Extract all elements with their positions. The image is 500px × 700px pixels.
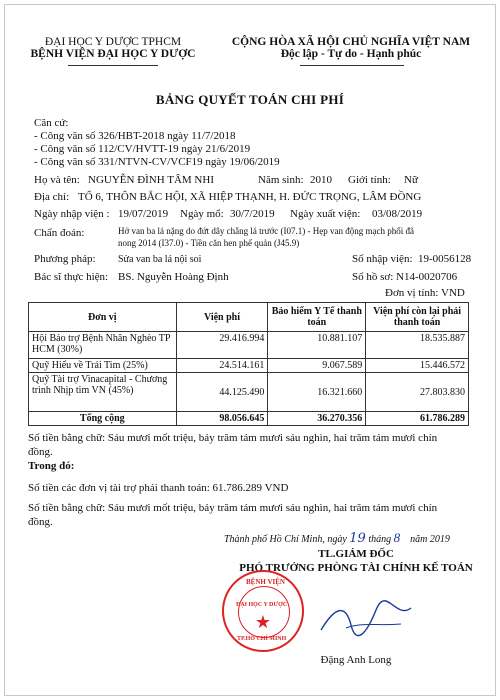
admit-date-label: Ngày nhập viện : <box>34 208 110 220</box>
table-row <box>29 359 469 373</box>
stamp-text-top: BỆNH VIỆN <box>246 578 285 586</box>
birth-label: Năm sinh: <box>258 174 304 186</box>
org-header <box>28 36 198 60</box>
signer-role-2: PHÓ TRƯỞNG PHÒNG TÀI CHÍNH KẾ TOÁN <box>239 562 473 574</box>
nation-header <box>216 36 486 60</box>
discharge-date-value: 03/08/2019 <box>372 208 423 220</box>
org-line-1: ĐẠI HỌC Y DƯỢC TPHCM <box>44 36 182 48</box>
total-cell: 36.270.356 <box>268 412 366 426</box>
signer-role-1: TL.GIÁM ĐỐC <box>318 548 394 560</box>
table-cell: Quỹ Hiểu về Trái Tim (25%) <box>29 359 177 373</box>
surgery-date-value: 30/7/2019 <box>230 208 275 220</box>
table-cell: 15.446.572 <box>366 359 469 373</box>
address-label: Địa chỉ: <box>34 191 70 203</box>
table-cell: 10.881.107 <box>268 332 366 359</box>
diagnosis-line: nong 2014 (I37.0) - Tiền căn hen phế quản (J45.9) <box>118 238 300 248</box>
admission-no-value: 19-0056128 <box>418 253 472 265</box>
table-total-row <box>29 412 469 426</box>
column-header: Đơn vị <box>29 303 177 332</box>
basis-item: - Công văn số 112/CV/HVTT-19 ngày 21/6/2019 <box>34 143 251 155</box>
record-no-value: N14-0020706 <box>396 271 458 283</box>
sign-year-label: năm <box>410 534 428 545</box>
basis-item: - Công văn số 331/NTVN-CV/VCF19 ngày 19/06/2019 <box>34 156 280 168</box>
discharge-date-label: Ngày xuất viện: <box>290 208 361 220</box>
column-header: Bảo hiểm Y Tế thanh toán <box>268 303 366 332</box>
table-row <box>29 373 469 412</box>
table-cell: 44.125.490 <box>176 373 268 412</box>
record-no-label: Số hồ sơ: <box>352 271 394 283</box>
sign-month-label: tháng <box>368 534 392 545</box>
amount-in-words: Số tiền bằng chữ: Sáu mươi mốt triệu, bảy trăm tám mươi sáu nghìn, hai trăm tám mươi chín <box>28 432 438 444</box>
table-cell: Quỹ Tài trợ Vinacapital - Chương trình Nhịp tim VN (45%) <box>29 373 177 412</box>
place-date <box>224 530 450 546</box>
sign-year: 2019 <box>429 534 450 545</box>
address-value: TỔ 6, THÔN BẮC HỘI, XÃ HIỆP THẠNH, H. ĐỨC TRỌNG, LÂM ĐỒNG <box>78 191 422 203</box>
sponsor-pay-amount: Số tiền các đơn vị tài trợ phải thanh toán: 61.786.289 VND <box>28 482 289 494</box>
basis-label: Căn cứ: <box>34 117 69 129</box>
sex-label: Giới tính: <box>348 174 391 186</box>
sex-value: Nữ <box>404 174 418 186</box>
method-label: Phương pháp: <box>34 253 96 265</box>
table-cell: 29.416.994 <box>176 332 268 359</box>
column-header: Viện phí còn lại phải thanh toán <box>366 303 469 332</box>
diagnosis-label: Chẩn đoán: <box>34 227 85 239</box>
official-stamp <box>222 570 304 652</box>
admission-no-label: Số nhập viện: <box>352 253 413 265</box>
diagnosis-line: Hở van ba lá nặng do đứt dây chằng lá trước (I07.1) - Hẹp van động mạch phổi đã <box>118 226 414 236</box>
table-cell: 18.535.887 <box>366 332 469 359</box>
nation-underline <box>300 65 404 66</box>
document-title: BẢNG QUYẾT TOÁN CHI PHÍ <box>155 92 345 107</box>
cost-table <box>28 302 469 426</box>
table-cell: 16.321.660 <box>268 373 366 412</box>
org-underline <box>68 65 158 66</box>
in-which-label: Trong đó: <box>28 460 75 472</box>
sign-day: 19 <box>349 531 366 546</box>
amount-in-words-cont: đồng. <box>28 446 53 458</box>
table-cell: 27.803.830 <box>366 373 469 412</box>
amount-in-words-cont: đồng. <box>28 516 53 528</box>
total-label: Tổng cộng <box>29 412 177 426</box>
table-cell: 24.514.161 <box>176 359 268 373</box>
nation-line-1: CỘNG HÒA XÃ HỘI CHỦ NGHĨA VIỆT NAM <box>231 36 471 48</box>
method-value: Sửa van ba lá nội soi <box>118 254 202 265</box>
name-label: Họ và tên: <box>34 174 80 186</box>
unit-label: Đơn vị tính: VND <box>385 287 465 299</box>
admit-date-value: 19/07/2019 <box>118 208 169 220</box>
amount-in-words: Số tiền bằng chữ: Sáu mươi mốt triệu, bảy trăm tám mươi sáu nghìn, hai trăm tám mươi chín <box>28 502 438 514</box>
doctor-value: BS. Nguyễn Hoàng Định <box>118 271 229 283</box>
stamp-text-mid: ĐẠI HỌC Y DƯỢC <box>236 602 288 608</box>
name-value: NGUYỄN ĐÌNH TÂM NHI <box>88 174 214 186</box>
table-cell: Hội Bảo trợ Bệnh Nhân Nghèo TP HCM (30%) <box>29 332 177 359</box>
birth-value: 2010 <box>310 174 332 186</box>
stamp-text-bot: TP.HỒ CHÍ MINH <box>237 636 287 642</box>
column-header: Viện phí <box>176 303 268 332</box>
stamp-star-icon: ★ <box>254 612 272 632</box>
doctor-label: Bác sĩ thực hiện: <box>34 271 109 283</box>
table-row <box>29 332 469 359</box>
table-cell: 9.067.589 <box>268 359 366 373</box>
table-header-row <box>29 303 469 332</box>
sign-month: 8 <box>393 530 401 545</box>
total-cell: 61.786.289 <box>366 412 469 426</box>
surgery-date-label: Ngày mổ: <box>180 208 224 220</box>
signer-name: Đặng Anh Long <box>320 654 392 666</box>
handwritten-signature <box>316 600 416 640</box>
basis-item: - Công văn số 326/HBT-2018 ngày 11/7/2018 <box>34 130 236 142</box>
total-cell: 98.056.645 <box>176 412 268 426</box>
org-line-2: BỆNH VIỆN ĐẠI HỌC Y DƯỢC <box>30 48 196 60</box>
nation-line-2: Độc lập - Tự do - Hạnh phúc <box>280 48 422 60</box>
place-date-prefix: Thành phố Hồ Chí Minh, ngày <box>224 534 347 545</box>
